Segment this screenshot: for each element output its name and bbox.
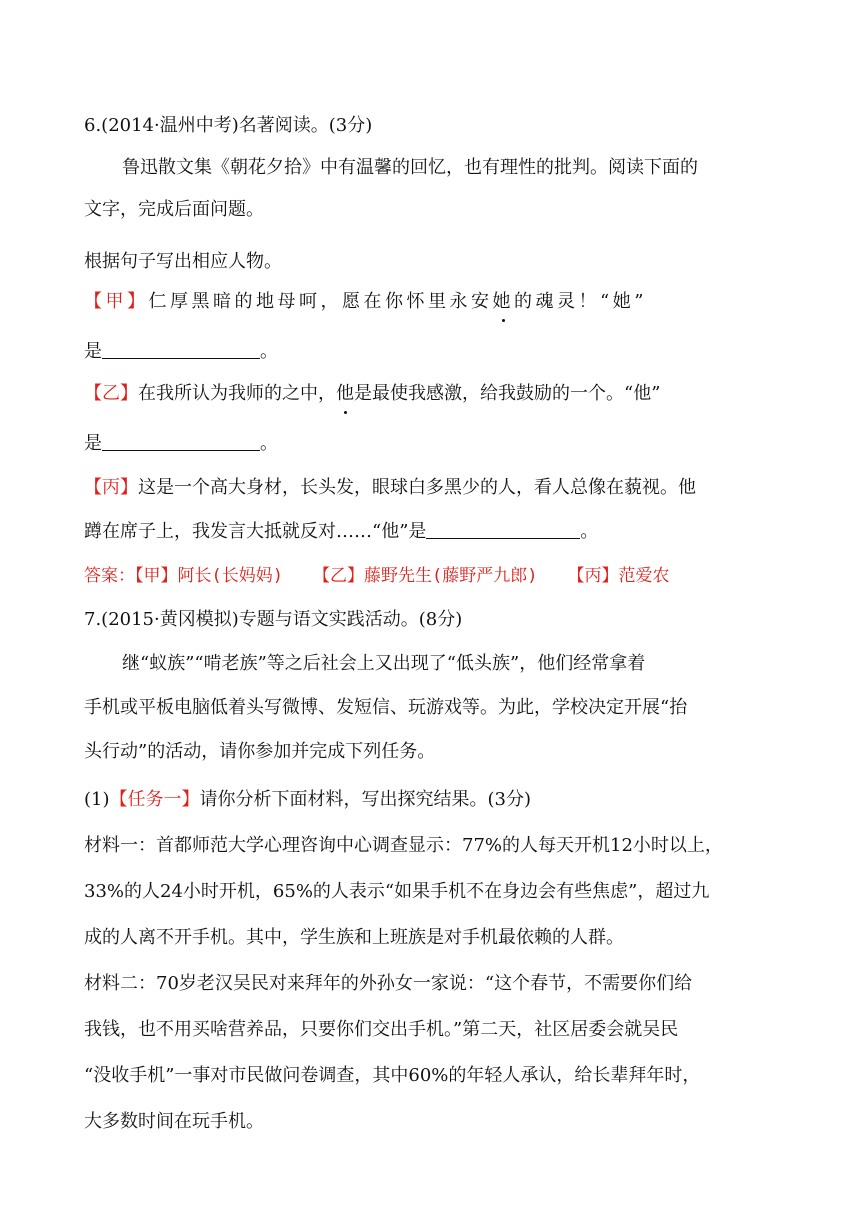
task1-prefix: (1) — [84, 789, 110, 810]
yi-text-before: 在我所认为我师的之中， — [138, 383, 336, 404]
q7-header: 7.(2015·黄冈模拟)专题与语文实践活动。(8分) — [84, 609, 463, 630]
yi-prefix: 是 — [84, 433, 102, 454]
q7-intro-line-1: 继“蚁族”“啃老族”等之后社会上又出现了“低头族”，他们经常拿着 — [122, 653, 646, 674]
jia-text-before: 仁厚黑暗的地母呵，愿在你怀里永安 — [148, 291, 493, 312]
answer-yi: 【乙】藤野先生(藤野严九郎) — [312, 566, 538, 586]
q6-answer — [84, 562, 669, 590]
jia-prefix: 是 — [84, 341, 102, 362]
tag-yi: 【乙】 — [84, 383, 138, 404]
q6-item-jia-answer-line — [84, 338, 278, 366]
bing-answer-blank[interactable] — [426, 520, 580, 539]
task1-tag: 【任务一】 — [109, 789, 200, 810]
yi-text-after: 是最使我感激，给我鼓励的一个。“他” — [354, 383, 661, 404]
answer-jia: 【甲】阿长(长妈妈) — [135, 566, 283, 586]
answer-label: 答案： — [84, 566, 135, 586]
bing-line-1: 这是一个高大身材，长头发，眼球白多黑少的人，看人总像在藐视。他 — [138, 477, 696, 498]
q6-instruction: 根据句子写出相应人物。 — [84, 251, 282, 272]
q6-item-jia — [84, 288, 647, 316]
q6-intro-line-2: 文字，完成后面问题。 — [84, 199, 264, 220]
material-1-line-2: 33%的人24小时开机，65%的人表示“如果手机不在身边会有些焦虑”，超过九 — [84, 881, 710, 902]
q6-item-yi-answer-line — [84, 430, 278, 458]
q6-intro-line-1: 鲁迅散文集《朝花夕拾》中有温馨的回忆，也有理性的批判。阅读下面的 — [122, 157, 698, 178]
dotted-char-he: 他 — [336, 380, 354, 408]
tag-bing: 【丙】 — [84, 477, 138, 498]
q6-item-bing — [84, 474, 696, 502]
material-2-line-4: 大多数时间在玩手机。 — [84, 1111, 264, 1132]
jia-text-after: 的魂灵！“她” — [514, 291, 647, 312]
yi-answer-blank[interactable] — [102, 432, 260, 451]
task1-text: 请你分析下面材料，写出探究结果。(3分) — [199, 789, 531, 810]
q6-header: 6.(2014·温州中考)名著阅读。(3分) — [84, 115, 373, 136]
material-2-line-3: “没收手机”一事对市民做问卷调查，其中60%的年轻人承认，给长辈拜年时， — [84, 1065, 701, 1086]
material-2-line-1: 材料二：70岁老汉吴民对来拜年的外孙女一家说：“这个春节，不需要你们给 — [84, 973, 693, 994]
jia-suffix: 。 — [260, 341, 278, 362]
q7-intro-line-3: 头行动”的活动，请你参加并完成下列任务。 — [84, 741, 436, 762]
material-1-line-1: 材料一：首都师范大学心理咨询中心调查显示：77%的人每天开机12小时以上， — [84, 835, 723, 856]
yi-suffix: 。 — [260, 433, 278, 454]
bing-suffix: 。 — [580, 521, 599, 542]
q7-task-1 — [84, 786, 531, 814]
dotted-char-she: 她 — [493, 288, 515, 316]
material-1-line-3: 成的人离不开手机。其中，学生族和上班族是对手机最依赖的人群。 — [84, 927, 624, 948]
tag-jia: 【甲】 — [84, 291, 149, 312]
q6-item-bing-answer-line — [84, 518, 598, 546]
material-2-line-2: 我钱，也不用买啥营养品，只要你们交出手机。”第二天，社区居委会就吴民 — [84, 1019, 679, 1040]
answer-bing: 【丙】范爱农 — [567, 566, 670, 586]
bing-line-2: 蹲在席子上，我发言大抵就反对……“他”是 — [84, 521, 427, 542]
jia-answer-blank[interactable] — [102, 340, 260, 359]
q7-intro-line-2: 手机或平板电脑低着头写微博、发短信、玩游戏等。为此，学校决定开展“抬 — [84, 697, 688, 718]
q6-item-yi — [84, 380, 660, 408]
